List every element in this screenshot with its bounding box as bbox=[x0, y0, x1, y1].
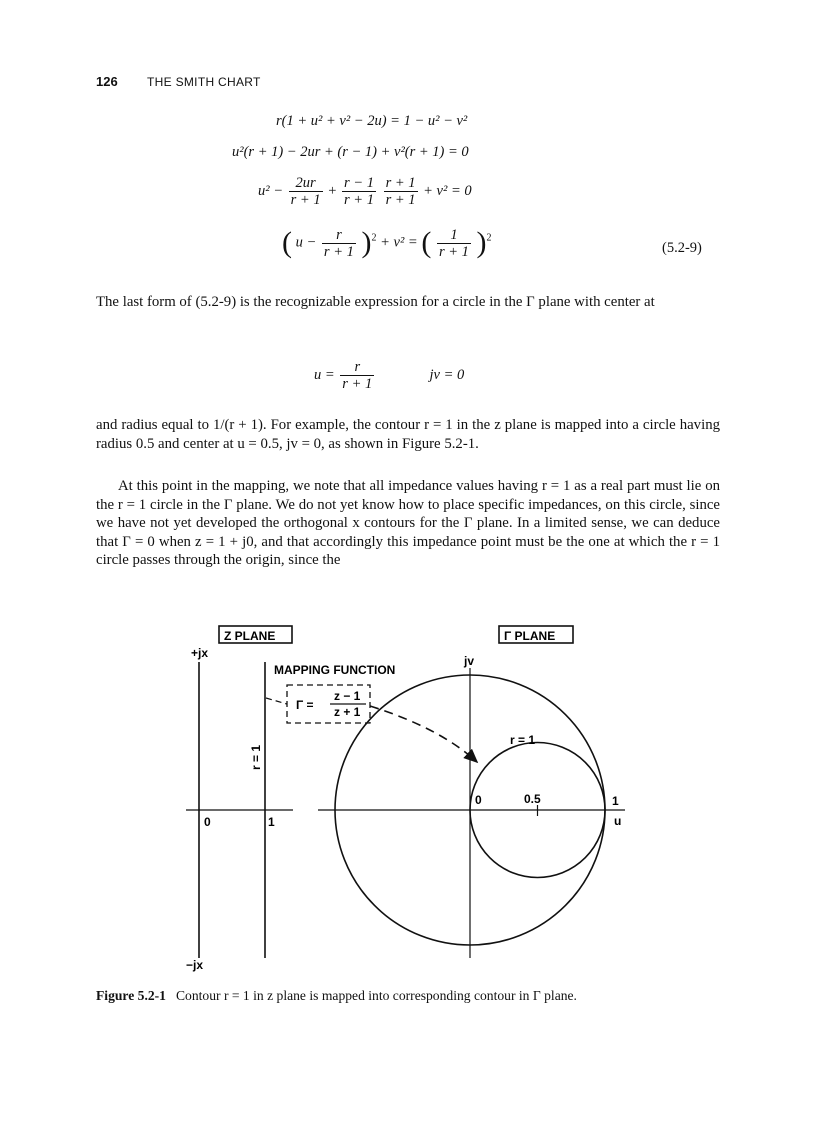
eq4-fraction-1: $\frac{r}{r + 1}$ bbox=[323, 226, 354, 260]
mapping-denominator: z + 1 bbox=[334, 705, 361, 719]
center-fraction: $\frac{r}{r + 1}$ bbox=[342, 359, 373, 392]
equation-line-3: u² − $\frac{2ur}{r + 1}$ + $\frac{r - 1}{r + 1}$ $\frac{r + 1}{r + 1}$ + v² = 0 bbox=[258, 175, 472, 208]
eq3-fraction-2: $\frac{r - 1}{r + 1}$ bbox=[344, 175, 374, 208]
page-number: 126 bbox=[96, 74, 118, 89]
mapping-numerator: z − 1 bbox=[334, 689, 361, 703]
paragraph-2: and radius equal to 1/(r + 1). For example, the contour r = 1 in the z plane is mapped into a circle having radius 0.5 and center at u = 0.5, jv = 0, as shown in Figure 5.2-1. bbox=[96, 417, 720, 452]
paragraph-1: The last form of (5.2-9) is the recognizable expression for a circle in the Γ plane with center at bbox=[96, 294, 655, 310]
mapping-arrow bbox=[370, 706, 477, 762]
equation-line-1: r(1 + u² + v² − 2u) = 1 − u² − v² bbox=[276, 113, 468, 129]
pos-jx-label: +jx bbox=[191, 646, 209, 660]
r1-circle-label: r = 1 bbox=[510, 733, 536, 747]
mapping-function-label: MAPPING FUNCTION bbox=[274, 663, 396, 677]
z-plane-label: Z PLANE bbox=[224, 629, 276, 643]
eq3-fraction-3: $\frac{r + 1}{r + 1}$ bbox=[385, 175, 416, 208]
gamma-origin-label: 0 bbox=[475, 793, 482, 807]
equation-line-2: u²(r + 1) − 2ur + (r − 1) + v²(r + 1) = 0 bbox=[232, 144, 469, 160]
eq3-lhs: u² − bbox=[258, 182, 284, 199]
center-equation: u = $\frac{r}{r + 1}$ jv = 0 bbox=[314, 359, 465, 392]
figure-caption bbox=[96, 987, 720, 1005]
equation-number: (5.2-9) bbox=[662, 240, 702, 256]
z-one-label: 1 bbox=[268, 815, 275, 829]
eq4-fraction-2: $\frac{1}{r + 1}$ bbox=[438, 226, 469, 260]
center-jv: jv = 0 bbox=[429, 366, 465, 383]
neg-jx-label: −jx bbox=[186, 958, 204, 972]
mapping-lhs: Γ = bbox=[296, 698, 314, 712]
gamma-plane-label: Γ PLANE bbox=[504, 629, 556, 643]
eq3-fraction-1: $\frac{2ur}{r + 1}$ bbox=[290, 175, 321, 208]
running-title: THE SMITH CHART bbox=[147, 75, 261, 89]
u-axis-label: u bbox=[614, 814, 622, 828]
paragraph-3: At this point in the mapping, we note that all impedance values having r = 1 as a real part must lie on the r = 1 circle in the Γ plane. We do not yet know how to place specific impedances, on this circle, since we have not yet developed the orthogonal x contours for the Γ plane. In a limited sense, we can deduce that Γ = 0 when z = 1 + j0, and that accordingly this impedance point must be the one at which the r = 1 circle passes through the origin, since the bbox=[96, 478, 720, 569]
z-r1-label: r = 1 bbox=[249, 744, 263, 770]
gamma-one-label: 1 bbox=[612, 794, 619, 808]
caption-label: Figure 5.2-1 bbox=[96, 988, 166, 1003]
eq3-rhs: + v² = 0 bbox=[423, 182, 472, 199]
equation-line-4: ( u − $\frac{r}{r + 1}$ )$^2$ + v² = ( $\frac{1}{r + 1}$ )$^2$ bbox=[282, 226, 492, 260]
gamma-half-label: 0.5 bbox=[524, 792, 541, 806]
jv-label: jv bbox=[464, 654, 475, 668]
caption-text: Contour r = 1 in z plane is mapped into corresponding contour in Γ plane. bbox=[175, 988, 577, 1003]
z-origin-label: 0 bbox=[204, 815, 211, 829]
